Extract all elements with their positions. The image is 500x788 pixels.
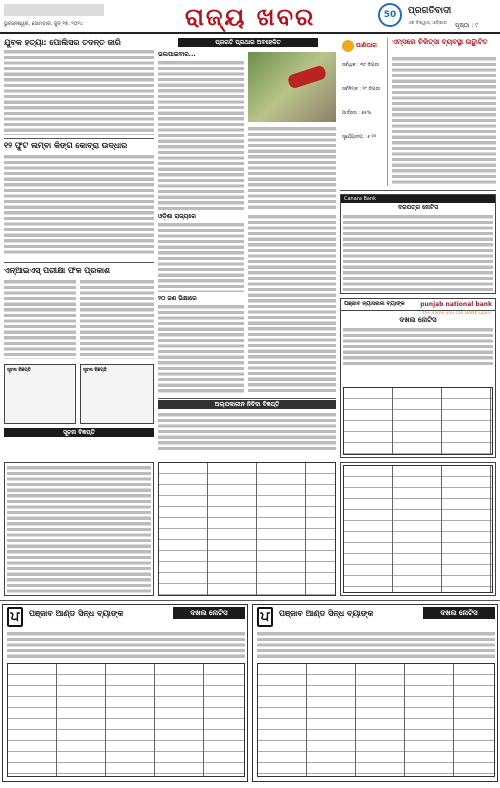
- article-body: [4, 279, 76, 359]
- notice-title: ଦରପତ୍ର ନୋଟିସ: [398, 204, 438, 211]
- divider: [0, 600, 500, 601]
- tender-body: [158, 412, 336, 452]
- anniversary-logo-icon: 50: [378, 3, 402, 27]
- feature-subhead: ଭଲପାଇବାର...: [158, 51, 196, 58]
- pnb-notice: ପଞ୍ଜାବ ନ୍ୟାସନାଲ ବ୍ୟାଙ୍କ punjab national bank ...the name you can BANK upon! ଦଖଲ ନୋଟିସ: [340, 298, 496, 458]
- date-line: ଭୁବନେଶ୍ୱର, ସୋମବାର, ଜୁନ୍ ୧୭, ୨୦୨୪: [4, 21, 84, 27]
- headline-murder: ଯୁବକ ହତ୍ୟା: ପୋଲିସର ତଦନ୍ତ ଜାରି: [4, 38, 121, 47]
- psb-logo-icon: ਪ: [257, 607, 273, 627]
- subhead: ୨୦ ଜଣ ଭିକ୍ଷାରେ: [158, 295, 197, 302]
- notice-body: [257, 631, 495, 659]
- divider: [340, 190, 496, 191]
- psb-bank-name: ପଞ୍ଜାବ ଆଣ୍ଡ ସିନ୍ଧ ବ୍ୟାଙ୍କ: [279, 609, 374, 618]
- section-title: ରାଜ୍ୟ ଖବର: [184, 2, 316, 31]
- article-body: [80, 279, 154, 359]
- notice-block: [4, 462, 154, 596]
- notice-table: [7, 663, 245, 777]
- photo-subject: [287, 64, 327, 89]
- subhead: ଓଡ଼ିଶା ରାଜ୍ୟରେ: [158, 213, 196, 220]
- masthead: [0, 0, 500, 34]
- article-body: [4, 154, 154, 254]
- psb-bank-name: ପଞ୍ଜାବ ଆଣ୍ଡ ସିନ୍ଧ ବ୍ୟାଙ୍କ: [29, 609, 124, 618]
- article-body: [248, 214, 336, 394]
- possession-notice-title: ଦଖଲ ନୋଟିସ: [399, 316, 437, 324]
- right-column: [340, 38, 496, 458]
- pnb-tagline: ...the name you can BANK upon!: [418, 311, 492, 316]
- notice-table: [257, 663, 495, 777]
- notice-table: [343, 387, 493, 455]
- notice-body: [343, 327, 493, 367]
- bank-tender-notice: [340, 194, 496, 294]
- pnb-notice-table: [340, 462, 496, 596]
- article-body: [392, 56, 496, 186]
- sun-icon: [342, 40, 354, 52]
- possession-notice-title: ଦଖଲ ନୋଟିସ: [423, 607, 495, 619]
- left-column: [4, 38, 154, 458]
- headline-aiims: ଏମ୍ସରେ ଚିକିତ୍ସା ବ୍ୟବସ୍ଥା ଉଦ୍ଘାଟିତ: [392, 38, 488, 46]
- tender-table: [158, 462, 336, 596]
- classified-ad: ସୂଚନା ବିଜ୍ଞପ୍ତି: [80, 364, 154, 424]
- bank-name: Canara Bank: [341, 195, 495, 203]
- psb-notice-right: [252, 604, 498, 782]
- article-body: [4, 49, 154, 135]
- classifieds-bar: ସୂଚନା ବିଜ୍ଞପ୍ତି: [4, 428, 154, 437]
- headline-results: ଏନ୍ଆଇଏସ୍ ପରୀକ୍ଷା ଫଳ ପ୍ରକାଶ: [4, 266, 111, 275]
- article-body: [158, 222, 244, 292]
- article-body: [158, 60, 244, 210]
- weather-box: ପାଣିପାଗ ସର୍ବାଧିକ : ୩୮ ଡିଗ୍ରୀ ସର୍ବନିମ୍ନ : ୨୮ ଡିଗ୍ରୀ ଆର୍ଦ୍ରତା : ୬୫% ସୂର୍ଯ୍ୟୋଦୟ : ୫:୨୨: [340, 38, 388, 186]
- brand-tagline: ଏକ ବିଶ୍ୱାସ, ଓଡ଼ିଶାର: [408, 21, 447, 26]
- notice-body: [7, 631, 245, 659]
- possession-notice-title: ଦଖଲ ନୋଟିସ: [173, 607, 245, 619]
- headline-cobra: ୧୨ ଫୁଟ ଲମ୍ବା କିଙ୍ଗ କୋବ୍ରା ଉଦ୍ଧାର: [4, 141, 128, 150]
- psb-logo-icon: ਪ: [7, 607, 23, 627]
- notice-body: [343, 214, 493, 292]
- newspaper-brand: ପ୍ରଗତିବାଦୀ: [408, 6, 452, 16]
- divider: [4, 138, 154, 139]
- divider: [158, 398, 336, 399]
- article-body: [248, 126, 336, 210]
- psb-notice-left: [2, 604, 248, 782]
- page-number: ପୃଷ୍ଠା : ୯: [455, 22, 479, 29]
- feature-banner: ପ୍ରଗତି ପ୍ରଥାର ଅବହେଳିତ: [178, 38, 318, 47]
- masthead-strip: [4, 4, 104, 16]
- tender-banner: ଅଲ୍ପକାଳୀନ ନିବିଦା ବିଜ୍ଞପ୍ତି: [158, 400, 336, 409]
- divider: [4, 262, 154, 263]
- middle-column: [158, 38, 336, 458]
- classified-ad: ସୂଚନା ବିଜ୍ଞପ୍ତି: [4, 364, 76, 424]
- pnb-logo: punjab national bank: [420, 301, 492, 308]
- article-body: [158, 304, 244, 394]
- news-photo: [248, 52, 336, 122]
